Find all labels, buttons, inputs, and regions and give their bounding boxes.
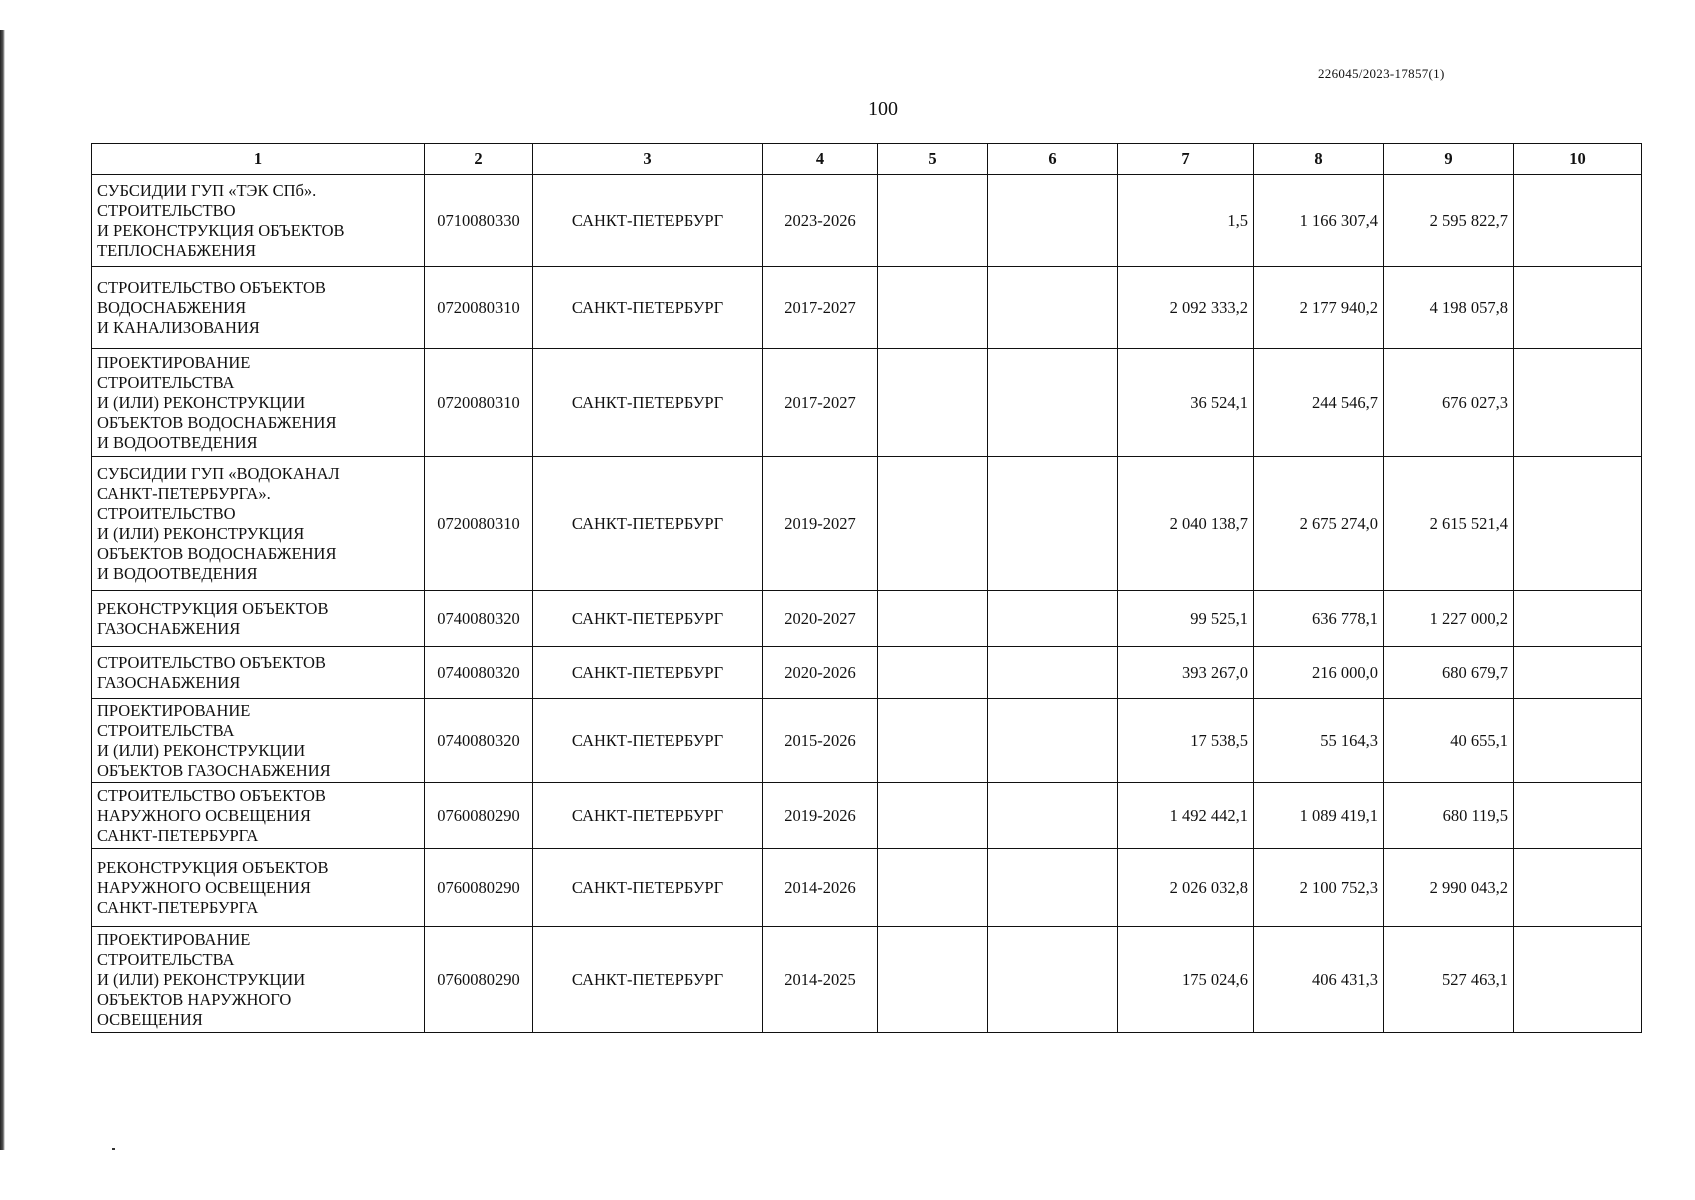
location-cell: САНКТ-ПЕТЕРБУРГ — [533, 927, 763, 1033]
column-5-cell — [878, 647, 988, 699]
object-name-line: СТРОИТЕЛЬСТВА — [97, 372, 235, 392]
amount-col-9-cell: 40 655,1 — [1384, 699, 1514, 783]
amount-col-8-cell: 636 778,1 — [1254, 591, 1384, 647]
column-5-cell — [878, 927, 988, 1033]
location-cell: САНКТ-ПЕТЕРБУРГ — [533, 647, 763, 699]
object-name-line: ПРОЕКТИРОВАНИЕ — [97, 352, 251, 372]
object-name-cell — [92, 647, 425, 699]
column-6-cell — [988, 783, 1118, 849]
amount-col-8-cell: 55 164,3 — [1254, 699, 1384, 783]
object-name-line: И (ИЛИ) РЕКОНСТРУКЦИИ — [97, 969, 306, 989]
period-cell: 2023-2026 — [763, 175, 878, 267]
object-name-line: СТРОИТЕЛЬСТВА — [97, 949, 235, 969]
object-name-line: ОБЪЕКТОВ ВОДОСНАБЖЕНИЯ — [97, 543, 337, 563]
column-5-cell — [878, 267, 988, 349]
program-table — [91, 143, 1642, 1033]
column-5-cell — [878, 849, 988, 927]
object-name-line: ОСВЕЩЕНИЯ — [97, 1009, 203, 1029]
column-6-cell — [988, 267, 1118, 349]
column-10-cell — [1514, 647, 1642, 699]
object-name-line: СТРОИТЕЛЬСТВО ОБЪЕКТОВ — [97, 785, 326, 805]
amount-col-9-cell: 676 027,3 — [1384, 349, 1514, 457]
column-6-cell — [988, 647, 1118, 699]
object-name-line: СТРОИТЕЛЬСТВО — [97, 200, 236, 220]
amount-col-8-cell: 2 100 752,3 — [1254, 849, 1384, 927]
object-name-cell — [92, 591, 425, 647]
object-name-line: РЕКОНСТРУКЦИЯ ОБЪЕКТОВ — [97, 857, 329, 877]
object-name-cell — [92, 783, 425, 849]
object-name-line: ВОДОСНАБЖЕНИЯ — [97, 297, 247, 317]
object-name-line: ПРОЕКТИРОВАНИЕ — [97, 929, 251, 949]
period-cell: 2014-2026 — [763, 849, 878, 927]
column-5-cell — [878, 349, 988, 457]
budget-code-cell: 0720080310 — [425, 267, 533, 349]
object-name-line: И ВОДООТВЕДЕНИЯ — [97, 563, 258, 583]
object-name-line: ТЕПЛОСНАБЖЕНИЯ — [97, 240, 256, 260]
object-name-cell — [92, 457, 425, 591]
object-name-line: НАРУЖНОГО ОСВЕЩЕНИЯ — [97, 805, 311, 825]
object-name-line: РЕКОНСТРУКЦИЯ ОБЪЕКТОВ — [97, 598, 329, 618]
amount-col-7-cell: 99 525,1 — [1118, 591, 1254, 647]
column-header-5: 5 — [878, 144, 988, 175]
object-name-line: И КАНАЛИЗОВАНИЯ — [97, 317, 260, 337]
column-header-6: 6 — [988, 144, 1118, 175]
amount-col-7-cell: 2 026 032,8 — [1118, 849, 1254, 927]
amount-col-9-cell: 680 679,7 — [1384, 647, 1514, 699]
period-cell: 2014-2025 — [763, 927, 878, 1033]
document-registration-number: 226045/2023-17857(1) — [1318, 66, 1445, 81]
amount-col-8-cell: 2 675 274,0 — [1254, 457, 1384, 591]
column-6-cell — [988, 457, 1118, 591]
object-name-line: ОБЪЕКТОВ НАРУЖНОГО — [97, 989, 292, 1009]
object-name-cell — [92, 349, 425, 457]
object-name-cell — [92, 699, 425, 783]
table-row — [92, 349, 1642, 457]
column-6-cell — [988, 349, 1118, 457]
budget-code-cell: 0760080290 — [425, 783, 533, 849]
table-row — [92, 927, 1642, 1033]
object-name-line: НАРУЖНОГО ОСВЕЩЕНИЯ — [97, 877, 311, 897]
object-name-cell — [92, 927, 425, 1033]
budget-code-cell: 0710080330 — [425, 175, 533, 267]
column-5-cell — [878, 457, 988, 591]
amount-col-8-cell: 1 166 307,4 — [1254, 175, 1384, 267]
location-cell: САНКТ-ПЕТЕРБУРГ — [533, 457, 763, 591]
object-name-line: ГАЗОСНАБЖЕНИЯ — [97, 672, 241, 692]
object-name-line: И (ИЛИ) РЕКОНСТРУКЦИЯ — [97, 523, 305, 543]
page-number: 100 — [868, 98, 898, 120]
column-6-cell — [988, 849, 1118, 927]
object-name-line: И РЕКОНСТРУКЦИЯ ОБЪЕКТОВ — [97, 220, 345, 240]
table-header-row — [92, 144, 1642, 175]
table-row — [92, 647, 1642, 699]
amount-col-8-cell: 406 431,3 — [1254, 927, 1384, 1033]
object-name-line: СУБСИДИИ ГУП «ТЭК СПб». — [97, 180, 317, 200]
column-5-cell — [878, 591, 988, 647]
object-name-line: И (ИЛИ) РЕКОНСТРУКЦИИ — [97, 392, 306, 412]
location-cell: САНКТ-ПЕТЕРБУРГ — [533, 175, 763, 267]
budget-code-cell: 0740080320 — [425, 647, 533, 699]
object-name-line: ОБЪЕКТОВ ГАЗОСНАБЖЕНИЯ — [97, 760, 331, 780]
period-cell: 2020-2027 — [763, 591, 878, 647]
location-cell: САНКТ-ПЕТЕРБУРГ — [533, 783, 763, 849]
column-header-8: 8 — [1254, 144, 1384, 175]
table-row — [92, 267, 1642, 349]
column-5-cell — [878, 699, 988, 783]
column-10-cell — [1514, 457, 1642, 591]
object-name-line: И ВОДООТВЕДЕНИЯ — [97, 432, 258, 452]
object-name-line: СТРОИТЕЛЬСТВО ОБЪЕКТОВ — [97, 652, 326, 672]
budget-code-cell: 0740080320 — [425, 699, 533, 783]
object-name-line: СТРОИТЕЛЬСТВА — [97, 720, 235, 740]
column-header-1: 1 — [92, 144, 425, 175]
amount-col-7-cell: 393 267,0 — [1118, 647, 1254, 699]
budget-code-cell: 0720080310 — [425, 349, 533, 457]
period-cell: 2019-2027 — [763, 457, 878, 591]
binding-edge — [0, 30, 5, 1150]
column-10-cell — [1514, 591, 1642, 647]
amount-col-9-cell: 1 227 000,2 — [1384, 591, 1514, 647]
table-row — [92, 849, 1642, 927]
column-10-cell — [1514, 783, 1642, 849]
amount-col-7-cell: 2 040 138,7 — [1118, 457, 1254, 591]
location-cell: САНКТ-ПЕТЕРБУРГ — [533, 267, 763, 349]
period-cell: 2015-2026 — [763, 699, 878, 783]
amount-col-9-cell: 527 463,1 — [1384, 927, 1514, 1033]
amount-col-8-cell: 216 000,0 — [1254, 647, 1384, 699]
column-6-cell — [988, 175, 1118, 267]
table-row — [92, 457, 1642, 591]
column-header-3: 3 — [533, 144, 763, 175]
object-name-line: ОБЪЕКТОВ ВОДОСНАБЖЕНИЯ — [97, 412, 337, 432]
object-name-line: И (ИЛИ) РЕКОНСТРУКЦИИ — [97, 740, 306, 760]
column-6-cell — [988, 699, 1118, 783]
amount-col-9-cell: 4 198 057,8 — [1384, 267, 1514, 349]
location-cell: САНКТ-ПЕТЕРБУРГ — [533, 849, 763, 927]
column-10-cell — [1514, 349, 1642, 457]
budget-code-cell: 0760080290 — [425, 927, 533, 1033]
budget-code-cell: 0740080320 — [425, 591, 533, 647]
object-name-line: САНКТ-ПЕТЕРБУРГА — [97, 825, 259, 845]
location-cell: САНКТ-ПЕТЕРБУРГ — [533, 699, 763, 783]
column-5-cell — [878, 175, 988, 267]
table-row — [92, 175, 1642, 267]
column-header-10: 10 — [1514, 144, 1642, 175]
column-6-cell — [988, 591, 1118, 647]
location-cell: САНКТ-ПЕТЕРБУРГ — [533, 349, 763, 457]
table-body — [92, 175, 1642, 1033]
table-row — [92, 591, 1642, 647]
object-name-cell — [92, 175, 425, 267]
amount-col-9-cell: 2 615 521,4 — [1384, 457, 1514, 591]
column-header-9: 9 — [1384, 144, 1514, 175]
object-name-cell — [92, 267, 425, 349]
budget-code-cell: 0760080290 — [425, 849, 533, 927]
amount-col-7-cell: 2 092 333,2 — [1118, 267, 1254, 349]
amount-col-8-cell: 1 089 419,1 — [1254, 783, 1384, 849]
amount-col-7-cell: 36 524,1 — [1118, 349, 1254, 457]
column-10-cell — [1514, 175, 1642, 267]
object-name-line: СТРОИТЕЛЬСТВО — [97, 503, 236, 523]
column-10-cell — [1514, 927, 1642, 1033]
object-name-line: СТРОИТЕЛЬСТВО ОБЪЕКТОВ — [97, 277, 326, 297]
table-row — [92, 699, 1642, 783]
column-10-cell — [1514, 849, 1642, 927]
column-header-2: 2 — [425, 144, 533, 175]
amount-col-7-cell: 1 492 442,1 — [1118, 783, 1254, 849]
table-row — [92, 783, 1642, 849]
amount-col-9-cell: 2 595 822,7 — [1384, 175, 1514, 267]
amount-col-7-cell: 17 538,5 — [1118, 699, 1254, 783]
column-header-7: 7 — [1118, 144, 1254, 175]
amount-col-8-cell: 244 546,7 — [1254, 349, 1384, 457]
object-name-line: СУБСИДИИ ГУП «ВОДОКАНАЛ — [97, 463, 340, 483]
scan-speck — [112, 1148, 115, 1150]
object-name-line: ГАЗОСНАБЖЕНИЯ — [97, 618, 241, 638]
location-cell: САНКТ-ПЕТЕРБУРГ — [533, 591, 763, 647]
period-cell: 2017-2027 — [763, 267, 878, 349]
amount-col-7-cell: 175 024,6 — [1118, 927, 1254, 1033]
period-cell: 2020-2026 — [763, 647, 878, 699]
column-10-cell — [1514, 699, 1642, 783]
column-6-cell — [988, 927, 1118, 1033]
amount-col-9-cell: 680 119,5 — [1384, 783, 1514, 849]
period-cell: 2017-2027 — [763, 349, 878, 457]
period-cell: 2019-2026 — [763, 783, 878, 849]
object-name-line: САНКТ-ПЕТЕРБУРГА». — [97, 483, 271, 503]
column-10-cell — [1514, 267, 1642, 349]
column-header-4: 4 — [763, 144, 878, 175]
amount-col-9-cell: 2 990 043,2 — [1384, 849, 1514, 927]
column-5-cell — [878, 783, 988, 849]
object-name-line: САНКТ-ПЕТЕРБУРГА — [97, 897, 259, 917]
object-name-cell — [92, 849, 425, 927]
object-name-line: ПРОЕКТИРОВАНИЕ — [97, 700, 251, 720]
amount-col-8-cell: 2 177 940,2 — [1254, 267, 1384, 349]
amount-col-7-cell: 1,5 — [1118, 175, 1254, 267]
budget-code-cell: 0720080310 — [425, 457, 533, 591]
